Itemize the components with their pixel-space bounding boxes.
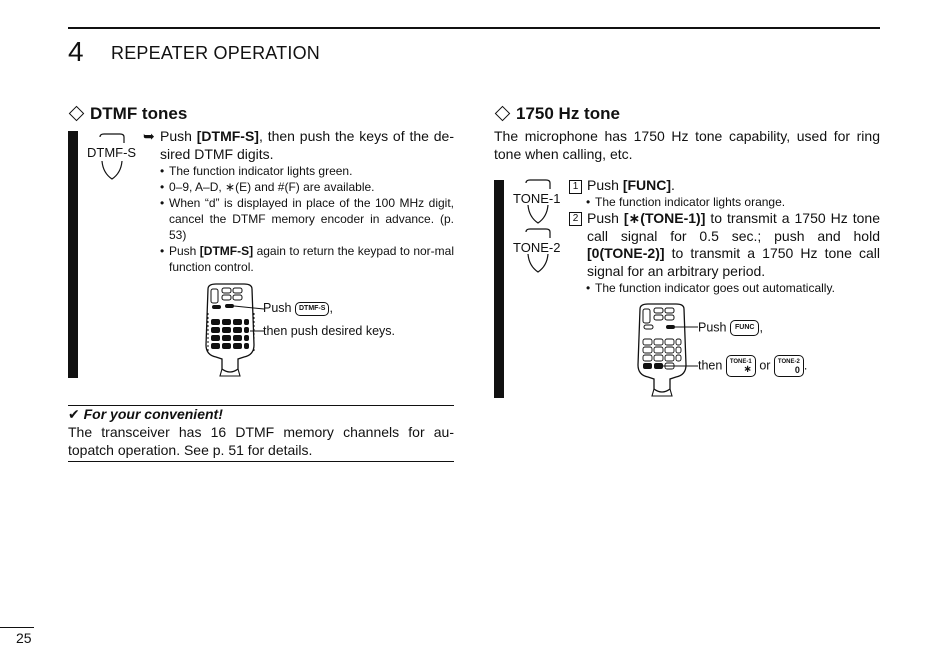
dtmf-bullet-3: • When “d” is displayed in place of the 100 MHz digit, cancel the DTMF memory encoder in advance. (p. 53) [160,195,454,243]
dtmf-bullet-4-post: again to return the keypad to nor-mal function control. [169,244,454,274]
microphone-illustration [630,303,698,399]
tone-1-keycap-bottom: ∗ [743,364,752,375]
dtmf-diagram-push-text: Push [263,301,292,315]
arrow-right-icon: ➥ [143,128,155,144]
dtmf-sidebar-bar [68,131,78,378]
dtmf-diagram-push [263,301,333,316]
tone-diagram-period: . [803,358,808,373]
convenient-text: The transceiver has 16 DTMF memory channels for au-topatch operation. See p. 51 for details. [68,424,454,458]
tone-2-keycap-icon [774,355,804,377]
header-rule [68,27,880,29]
tone-1-keycap-top: TONE-1 [729,359,752,365]
convenient-heading: ✔ For your convenient! [68,406,223,422]
tone-2-keycap-bottom: 0 [794,365,800,375]
tone-step-2 [569,210,880,280]
func-keycap-icon: FUNC [730,320,759,336]
dtmf-bullet-4-key: [DTMF-S] [199,244,254,258]
tone-step-2-pre: Push [587,210,624,226]
diamond-icon [69,106,85,122]
diamond-icon [495,106,511,122]
dtmf-bullet-4 [160,243,454,275]
tone-step-2-key-1: [∗(TONE-1)] [623,210,706,226]
footer-rule [0,627,34,628]
page-number: 25 [16,630,32,646]
tone-2-keycap-top: TONE-2 [777,359,800,365]
tone-diagram-then-text: then [698,358,723,373]
tone-step-1-bullets [586,194,880,210]
tone-1-key-label: TONE-1 [513,191,561,206]
tone-step-1 [569,177,880,195]
dtmf-step-pre: Push [160,128,197,144]
tone-sidebar-bar [494,180,504,398]
tone-intro: The microphone has 1750 Hz tone capability, used for ring tone when calling, etc. [494,128,880,162]
tone-diagram-push-text: Push [698,320,727,335]
tone-diagram-comma: , [759,320,763,335]
dtmf-diagram-comma: , [329,301,333,315]
tone-step-1-post: . [671,177,675,193]
tone-step-2-bullet: • The function indicator goes out automatically. [586,280,880,296]
dtmf-bullet-4-pre: Push [169,244,200,258]
tone-heading [494,104,620,124]
dtmf-step-key: [DTMF-S] [196,128,259,144]
tone-heading-text: 1750 Hz tone [516,104,620,123]
tone-step-2-mid-2: to transmit a 1750 Hz tone call signal for an arbitrary period. [587,245,880,279]
tone-step-2-mid-1: to transmit a 1750 Hz tone call signal for 0.5 sec.; push and hold [587,210,880,244]
chapter-title: REPEATER OPERATION [111,43,320,63]
dtmf-bullet-2: • 0–9, A–D, ∗(E) and #(F) are available. [160,179,454,195]
tone-step-1-bullet: • The function indicator lights orange. [586,194,880,210]
dtmf-bullets [160,163,454,275]
step-2-number-icon: 2 [569,212,582,226]
dtmf-diagram-then: then push desired keys. [263,324,396,338]
chapter-number: 4 [68,36,84,67]
tone-step-1-pre: Push [587,177,623,193]
step-1-number-icon: 1 [569,180,582,194]
tone-step-2-bullets [586,280,880,296]
dtmf-heading [68,104,187,124]
tone-1-keycap-icon [726,355,756,377]
dtmf-step [143,128,454,163]
tone-step-1-key: [FUNC] [622,177,672,193]
dtmf-heading-text: DTMF tones [90,104,188,123]
dtmf-step-post: , then push the keys of the de-sired DTMF digits. [160,128,454,162]
convenient-bottom-rule [68,461,454,462]
tone-step-2-key-2: [0(TONE-2)] [587,245,665,261]
dtmf-s-key-label: DTMF-S [87,145,137,160]
dtmf-s-keycap-icon: DTMF-S [295,302,329,316]
tone-2-key-label: TONE-2 [513,240,561,255]
tone-diagram-then [698,355,807,377]
tone-diagram-push [698,320,763,336]
dtmf-bullet-1: • The function indicator lights green. [160,163,454,179]
tone-diagram-or: or [759,358,771,373]
microphone-illustration [198,283,264,379]
